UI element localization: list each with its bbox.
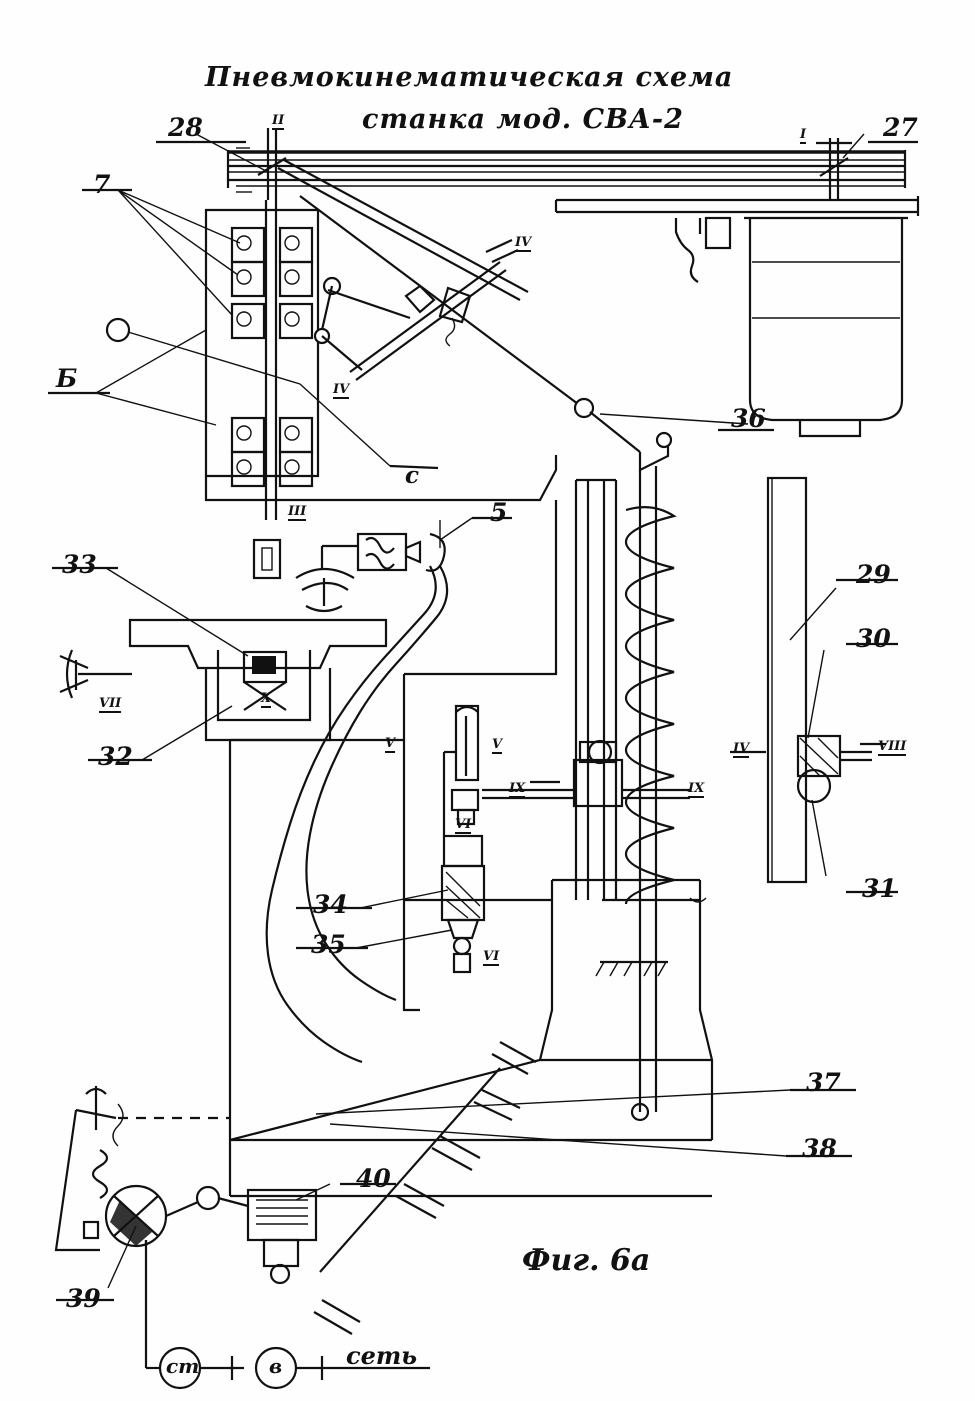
bellows-unit bbox=[267, 518, 512, 1062]
callout-36: 36 bbox=[731, 404, 766, 433]
pump-motor-group bbox=[56, 960, 856, 1334]
roman-label-vi-b: VI bbox=[483, 949, 500, 964]
air-tank bbox=[556, 196, 918, 436]
circuit-meter-label: в bbox=[269, 1354, 283, 1378]
roman-label-viii: VIII bbox=[878, 739, 907, 754]
roman-label-vii: VII bbox=[99, 696, 122, 711]
drawing-title-line1: Пневмокинематическая схема bbox=[205, 62, 734, 93]
roman-label-iv-a: IV bbox=[515, 235, 532, 250]
roman-label-iv-b: IV bbox=[333, 382, 350, 397]
roman-label-ii: II bbox=[272, 113, 285, 128]
roman-label-v-b: V bbox=[492, 737, 503, 752]
callout-c: с bbox=[405, 462, 420, 489]
drawing-title-line2: станка мод. СВА-2 bbox=[362, 104, 684, 135]
roman-label-v-a: V bbox=[385, 736, 396, 751]
circuit-motor-label: ст bbox=[166, 1354, 200, 1378]
callout-28: 28 bbox=[168, 113, 203, 142]
right-post-unit bbox=[602, 478, 898, 903]
machine-body bbox=[230, 433, 712, 1196]
roman-label-ix-a: IX bbox=[509, 781, 526, 796]
callout-40: 40 bbox=[356, 1164, 391, 1193]
callout-b: Б bbox=[56, 364, 78, 393]
roman-label-iii: III bbox=[288, 504, 307, 519]
table-slide-assembly bbox=[52, 568, 386, 760]
callout-32: 32 bbox=[98, 742, 133, 771]
roman-label-vi-a: VI bbox=[455, 817, 472, 832]
roman-label-i: I bbox=[800, 127, 807, 142]
circuit-mains-label: сеть bbox=[346, 1341, 418, 1370]
roman-label-iv-c: IV bbox=[733, 741, 750, 756]
callout-39: 39 bbox=[66, 1284, 101, 1313]
callout-33: 33 bbox=[62, 550, 97, 579]
roman-label-ix-b: IX bbox=[688, 781, 705, 796]
callout-34: 34 bbox=[313, 890, 348, 919]
callout-38: 38 bbox=[802, 1134, 837, 1163]
callout-35: 35 bbox=[311, 930, 346, 959]
callout-29: 29 bbox=[856, 560, 891, 589]
callout-5: 5 bbox=[490, 498, 508, 527]
callout-27: 27 bbox=[883, 113, 918, 142]
roman-label-x: X bbox=[261, 691, 272, 706]
callout-30: 30 bbox=[856, 624, 891, 653]
callout-37: 37 bbox=[806, 1068, 841, 1097]
diagonal-pipe-iv bbox=[278, 160, 774, 452]
callout-31: 31 bbox=[862, 874, 897, 903]
figure-caption: Фиг. 6а bbox=[522, 1243, 651, 1278]
callout-7: 7 bbox=[93, 170, 111, 199]
